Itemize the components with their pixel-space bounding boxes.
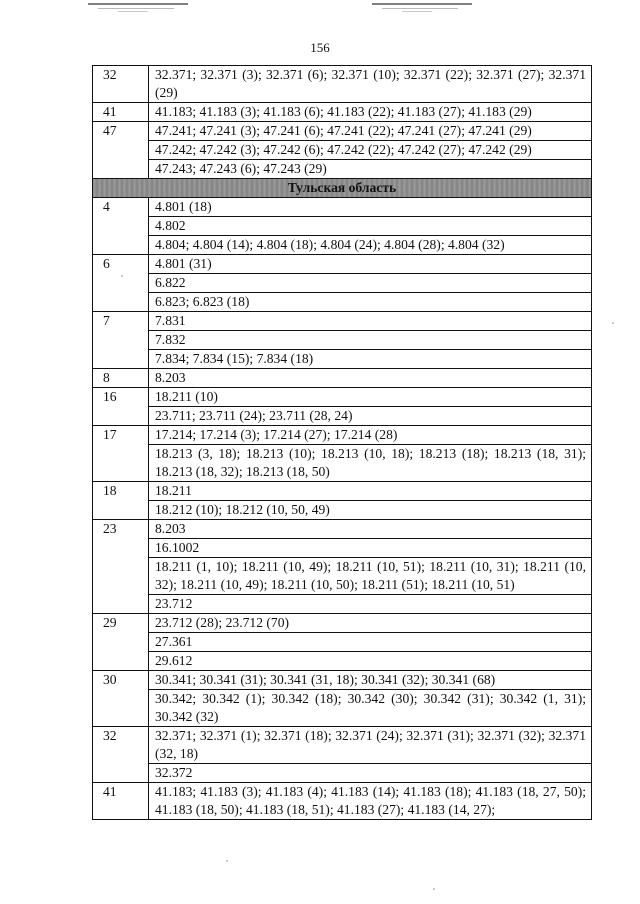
region-header-cell bbox=[93, 179, 592, 198]
group-code-cell: 6 bbox=[93, 255, 149, 312]
group-code-cell: 18 bbox=[93, 482, 149, 520]
group-code-cell: 41 bbox=[93, 783, 149, 820]
table-row bbox=[93, 764, 592, 783]
table-row bbox=[93, 66, 592, 103]
table-row bbox=[93, 595, 592, 614]
codes-cell: 18.211 (1, 10); 18.211 (10, 49); 18.211 (10, 51); 18.211 (10, 31); 18.211 (10, 32); 18.211 (10, 49); 18.211 (10, 50); 18.211 (51); 18.211 (10, 51) bbox=[149, 558, 592, 595]
region-title: Тульская область bbox=[287, 180, 397, 195]
table-row bbox=[93, 690, 592, 727]
codes-cell: 32.372 bbox=[149, 764, 592, 783]
group-code-cell: 23 bbox=[93, 520, 149, 614]
code-table bbox=[92, 65, 592, 820]
table-row bbox=[93, 274, 592, 293]
region-header-row bbox=[93, 179, 592, 198]
codes-cell: 47.243; 47.243 (6); 47.243 (29) bbox=[149, 160, 592, 179]
codes-cell: 18.211 (10) bbox=[149, 388, 592, 407]
table-row bbox=[93, 501, 592, 520]
codes-cell: 6.822 bbox=[149, 274, 592, 293]
table-row bbox=[93, 633, 592, 652]
group-code-cell: 41 bbox=[93, 103, 149, 122]
table-row bbox=[93, 652, 592, 671]
table-row bbox=[93, 312, 592, 331]
group-code-cell: 4 bbox=[93, 198, 149, 255]
codes-cell: 32.371; 32.371 (1); 32.371 (18); 32.371 (24); 32.371 (31); 32.371 (32); 32.371 (32, 18) bbox=[149, 727, 592, 764]
codes-cell: 8.203 bbox=[149, 369, 592, 388]
table-row bbox=[93, 331, 592, 350]
group-code-cell: 17 bbox=[93, 426, 149, 482]
codes-cell: 18.211 bbox=[149, 482, 592, 501]
group-code-cell: 30 bbox=[93, 671, 149, 727]
codes-cell: 17.214; 17.214 (3); 17.214 (27); 17.214 (28) bbox=[149, 426, 592, 445]
codes-cell: 4.801 (31) bbox=[149, 255, 592, 274]
table-row bbox=[93, 671, 592, 690]
group-code-cell: 32 bbox=[93, 727, 149, 783]
table-row bbox=[93, 558, 592, 595]
group-code-cell: 32 bbox=[93, 66, 149, 103]
table-row bbox=[93, 388, 592, 407]
table-row bbox=[93, 369, 592, 388]
group-code-cell: 16 bbox=[93, 388, 149, 426]
table-row bbox=[93, 783, 592, 820]
scan-header-mark-left bbox=[88, 0, 188, 14]
table-row bbox=[93, 236, 592, 255]
table-row bbox=[93, 293, 592, 312]
codes-cell: 18.213 (3, 18); 18.213 (10); 18.213 (10, 18); 18.213 (18); 18.213 (18, 31); 18.213 (18, 32); 18.213 (18, 50) bbox=[149, 445, 592, 482]
codes-cell: 16.1002 bbox=[149, 539, 592, 558]
codes-cell: 47.242; 47.242 (3); 47.242 (6); 47.242 (22); 47.242 (27); 47.242 (29) bbox=[149, 141, 592, 160]
table-row bbox=[93, 217, 592, 236]
codes-cell: 7.834; 7.834 (15); 7.834 (18) bbox=[149, 350, 592, 369]
group-code-cell: 7 bbox=[93, 312, 149, 369]
table-row bbox=[93, 520, 592, 539]
page-number: 156 bbox=[310, 40, 330, 55]
scan-speck bbox=[121, 275, 123, 277]
scan-speck bbox=[433, 888, 435, 890]
codes-cell: 30.341; 30.341 (31); 30.341 (31, 18); 30.341 (32); 30.341 (68) bbox=[149, 671, 592, 690]
table-row bbox=[93, 426, 592, 445]
table-row bbox=[93, 122, 592, 141]
table-row bbox=[93, 727, 592, 764]
codes-cell: 23.712 bbox=[149, 595, 592, 614]
table-row bbox=[93, 614, 592, 633]
table-row bbox=[93, 407, 592, 426]
codes-cell: 7.831 bbox=[149, 312, 592, 331]
codes-cell: 29.612 bbox=[149, 652, 592, 671]
codes-cell: 4.802 bbox=[149, 217, 592, 236]
table-row bbox=[93, 482, 592, 501]
codes-cell: 23.711; 23.711 (24); 23.711 (28, 24) bbox=[149, 407, 592, 426]
table-row bbox=[93, 350, 592, 369]
table-row bbox=[93, 539, 592, 558]
scan-speck bbox=[612, 322, 614, 324]
codes-cell: 4.804; 4.804 (14); 4.804 (18); 4.804 (24); 4.804 (28); 4.804 (32) bbox=[149, 236, 592, 255]
group-code-cell: 47 bbox=[93, 122, 149, 179]
code-table-body bbox=[93, 66, 592, 820]
table-row bbox=[93, 160, 592, 179]
codes-cell: 18.212 (10); 18.212 (10, 50, 49) bbox=[149, 501, 592, 520]
table-row bbox=[93, 255, 592, 274]
codes-cell: 23.712 (28); 23.712 (70) bbox=[149, 614, 592, 633]
scan-header-mark-right bbox=[372, 0, 472, 14]
codes-cell: 27.361 bbox=[149, 633, 592, 652]
table-row bbox=[93, 198, 592, 217]
codes-cell: 41.183; 41.183 (3); 41.183 (4); 41.183 (14); 41.183 (18); 41.183 (18, 27, 50); 41.183 (18, 50); 41.183 (18, 51); 41.183 (27); 41.183 (14, 27); bbox=[149, 783, 592, 820]
group-code-cell: 29 bbox=[93, 614, 149, 671]
codes-cell: 6.823; 6.823 (18) bbox=[149, 293, 592, 312]
table-row bbox=[93, 141, 592, 160]
codes-cell: 32.371; 32.371 (3); 32.371 (6); 32.371 (10); 32.371 (22); 32.371 (27); 32.371 (29) bbox=[149, 66, 592, 103]
codes-cell: 41.183; 41.183 (3); 41.183 (6); 41.183 (22); 41.183 (27); 41.183 (29) bbox=[149, 103, 592, 122]
codes-cell: 47.241; 47.241 (3); 47.241 (6); 47.241 (22); 47.241 (27); 47.241 (29) bbox=[149, 122, 592, 141]
table-row bbox=[93, 103, 592, 122]
scan-speck bbox=[226, 860, 228, 862]
codes-cell: 8.203 bbox=[149, 520, 592, 539]
codes-cell: 7.832 bbox=[149, 331, 592, 350]
table-row bbox=[93, 445, 592, 482]
group-code-cell: 8 bbox=[93, 369, 149, 388]
codes-cell: 30.342; 30.342 (1); 30.342 (18); 30.342 (30); 30.342 (31); 30.342 (1, 31); 30.342 (32) bbox=[149, 690, 592, 727]
codes-cell: 4.801 (18) bbox=[149, 198, 592, 217]
